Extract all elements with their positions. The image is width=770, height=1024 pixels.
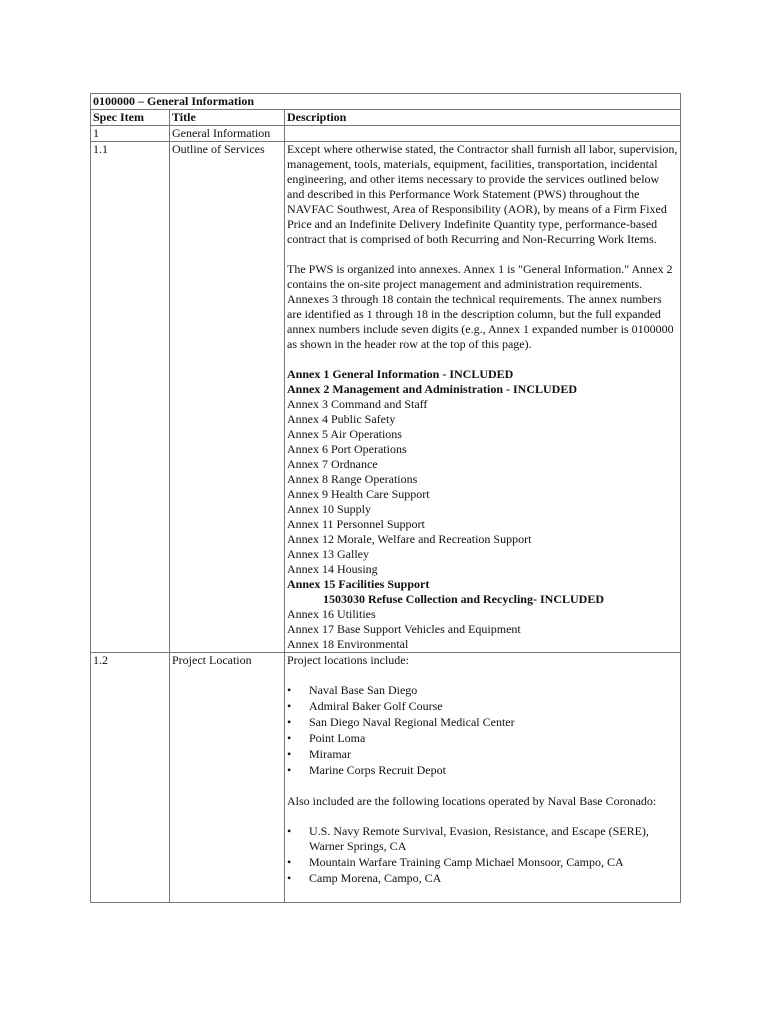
title-cell: Project Location <box>170 653 285 903</box>
col-spec-item: Spec Item <box>91 110 170 126</box>
annex-item: Annex 18 Environmental <box>287 637 409 651</box>
annex-item: Annex 16 Utilities <box>287 607 376 621</box>
coronado-locations-list <box>287 824 678 886</box>
annex-item: Annex 14 Housing <box>287 562 378 576</box>
description-cell <box>285 126 681 142</box>
col-description: Description <box>285 110 681 126</box>
bullet-icon: • <box>287 871 292 885</box>
annex-item: Annex 5 Air Operations <box>287 427 402 441</box>
annex-item: Annex 9 Health Care Support <box>287 487 430 501</box>
location-item <box>287 871 678 886</box>
bullet-icon: • <box>287 699 292 713</box>
bullet-icon: • <box>287 683 292 697</box>
locations-intro: Project locations include: <box>287 653 409 667</box>
bullet-icon: • <box>287 763 292 777</box>
location-label: Admiral Baker Golf Course <box>309 699 443 713</box>
annex-item: Annex 7 Ordnance <box>287 457 378 471</box>
location-label: U.S. Navy Remote Survival, Evasion, Resistance, and Escape (SERE), Warner Springs, CA <box>309 824 649 853</box>
annex-item: Annex 6 Port Operations <box>287 442 407 456</box>
table-row <box>91 142 681 653</box>
annex-item: Annex 17 Base Support Vehicles and Equipment <box>287 622 521 636</box>
coronado-intro: Also included are the following locations operated by Naval Base Coronado: <box>287 794 657 808</box>
spec-table <box>90 93 681 903</box>
location-label: Miramar <box>309 747 351 761</box>
location-label: Point Loma <box>309 731 366 745</box>
annex-item: Annex 1 General Information - INCLUDED <box>287 367 514 381</box>
column-header-row <box>91 110 681 126</box>
annex-item: Annex 4 Public Safety <box>287 412 396 426</box>
locations-list <box>287 683 678 778</box>
bullet-icon: • <box>287 855 292 869</box>
annex-item: Annex 12 Morale, Welfare and Recreation Support <box>287 532 532 546</box>
annex-item: Annex 2 Management and Administration - INCLUDED <box>287 382 578 396</box>
table-row <box>91 126 681 142</box>
location-item <box>287 855 678 870</box>
title-cell: General Information <box>170 126 285 142</box>
annex-item: Annex 13 Galley <box>287 547 369 561</box>
bullet-icon: • <box>287 731 292 745</box>
annex-item: Annex 8 Range Operations <box>287 472 418 486</box>
bullet-icon: • <box>287 715 292 729</box>
annex-item: 1503030 Refuse Collection and Recycling- INCLUDED <box>323 592 604 606</box>
outline-paragraph-2: The PWS is organized into annexes. Annex 1 is "General Information." Annex 2 contains the on-site project management and administration requirements. Annexes 3 through 18 contain the technical requirements. The annex numbers are identified as 1 through 18 in the description column, but the full expanded annex numbers include seven digits (e.g., Annex 1 expanded number is 0100000 as shown in the header row at the top of this page). <box>287 262 674 351</box>
location-label: Marine Corps Recruit Depot <box>309 763 446 777</box>
title-cell: Outline of Services <box>170 142 285 653</box>
table-row <box>91 653 681 903</box>
section-header: 0100000 – General Information <box>91 94 681 110</box>
spec-item-cell: 1.1 <box>91 142 170 653</box>
location-label: Naval Base San Diego <box>309 683 418 697</box>
location-label: San Diego Naval Regional Medical Center <box>309 715 515 729</box>
bullet-icon: • <box>287 747 292 761</box>
annex-item: Annex 3 Command and Staff <box>287 397 428 411</box>
location-item <box>287 747 678 762</box>
location-label: Mountain Warfare Training Camp Michael Monsoor, Campo, CA <box>309 855 624 869</box>
annex-item: Annex 11 Personnel Support <box>287 517 425 531</box>
col-title: Title <box>170 110 285 126</box>
annex-item: Annex 10 Supply <box>287 502 371 516</box>
section-header-row <box>91 94 681 110</box>
location-item <box>287 699 678 714</box>
location-item <box>287 763 678 778</box>
annex-list <box>287 367 678 652</box>
outline-paragraph-1: Except where otherwise stated, the Contractor shall furnish all labor, supervision, management, tools, materials, equipment, facilities, transportation, incidental engineering, and other items necessary to provide the services outlined below and described in this Performance Work Statement (PWS) throughout the NAVFAC Southwest, Area of Responsibility (AOR), by means of a Firm Fixed Price and an Indefinite Delivery Indefinite Quantity type, performance-based contract that is comprised of both Recurring and Non-Recurring Work Items. <box>287 142 678 246</box>
location-item <box>287 824 678 854</box>
bullet-icon: • <box>287 824 292 838</box>
location-item <box>287 683 678 698</box>
location-item <box>287 715 678 730</box>
spec-item-cell: 1.2 <box>91 653 170 903</box>
description-cell <box>285 653 681 903</box>
spec-item-cell: 1 <box>91 126 170 142</box>
annex-item: Annex 15 Facilities Support <box>287 577 430 591</box>
location-label: Camp Morena, Campo, CA <box>309 871 442 885</box>
description-cell <box>285 142 681 653</box>
location-item <box>287 731 678 746</box>
